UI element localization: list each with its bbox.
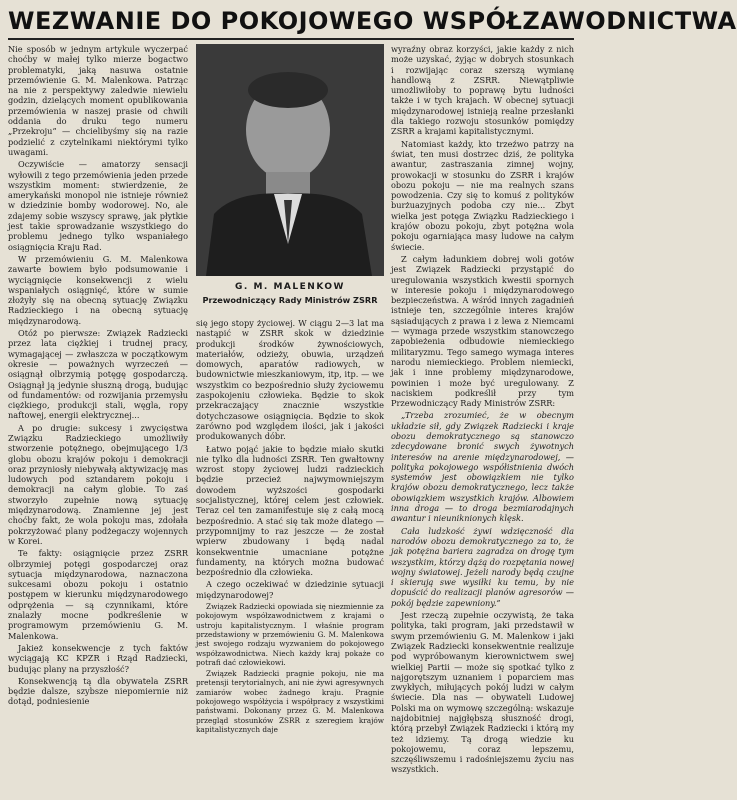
article-paragraph: Z całym ładunkiem dobrej woli gotów jest Związek Radziecki przystąpić do uregulowania wszystkich kwestii spornych w interesie pokoju i międzynarodowego bezpieczeństwa. A wśród innych zagadnień istnieje ten, szczególnie interes krajów sąsiadujących z prawa i z lewa z Niemcami — wymaga przede wszystkim stanowczego zapobieżenia odbudowie niemieckiego militaryzmu. Tego samego wymaga interes narodu niemieckiego. Problem niemiecki, jak i inne problemy międzynarodowe, powinien i może być uregulowany. Z naciskiem podkreślił przy tym Przewodniczący Rady Ministrów ZSRR: [391,253,574,409]
article-paragraph: W przemówieniu G. M. Malenkowa zawarte bowiem było podsumowanie i wyciągnięcie konsekwencji z wielu wspaniałych osiągnięć, które w sumie złożyły się na obecną sytuację Związku Radzieckiego i na obecną sytuację międzynarodową. [8,253,188,326]
article-paragraph: Jest rzeczą zupełnie oczywistą, że taka polityka, taki program, jaki przedstawił w swym przemówieniu G. M. Malenkow i jaki Związek Radziecki konsekwentnie realizuje pod wypróbowanym kierownictwem swej wielkiej Partii — może się spotkać tylko z najgorętszym uznaniem i poparciem mas zwykłych, miłujących pokój ludzi w całym świecie. Dla nas — obywateli Ludowej Polski ma on wymowę szczególną: wskazuje najdobitniej najgłębszą słuszność drogi, którą przebył Związek Radziecki i którą my też idziemy. Tą drogą wiedzie ku pokojowemu, coraz lepszemu, szczęśliwszemu i radośniejszemu życiu nas wszystkich. [391,610,574,775]
title-rule [8,38,574,40]
article-paragraph: Konsekwencją tą dla obywatela ZSRR będzie dalsze, szybsze niepomiernie niż dotąd, podniesienie [8,675,188,707]
article-paragraph: wyraźny obraz korzyści, jakie każdy z nich może uzyskać, żyjąc w dobrych stosunkach i rozwijając coraz szerszą wymianę handlową z ZSRR. Niewątpliwie umożliwiłoby to poprawę bytu ludności także i w tych krajach. W obecnej sytuacji międzynarodowej istnieją realne przesłanki dla takiego rozwoju stosunków pomiędzy ZSRR a krajami kapitalistycznymi. [391,44,574,137]
photo-caption-name: G. M. MALENKOW [235,282,345,292]
article-paragraph: A czego oczekiwać w dziedzinie sytuacji międzynarodowej? [196,579,384,600]
article-column-3 [391,44,574,794]
article-paragraph: Te fakty: osiągnięcie przez ZSRR olbrzymiej potęgi gospodarczej oraz sytuacja międzynarodowa, naznaczona sukcesami obozu pokoju i ostatnio postępem w kierunku międzynarodowego odprężenia — są czynnikami, które znalazły mocne podkreślenie w programowym przemówieniu G. M. Malenkowa. [8,548,188,641]
article-paragraph: Związek Radziecki opowiada się niezmiennie za pokojowym współzawodnictwem z krajami o ustroju kapitalistycznym. I właśnie program przedstawiony w przemówieniu G. M. Malenkowa jest swojego rodzaju wyzwaniem do pokojowego współzawodnictwa. Niech każdy kraj pokaże co potrafi dać człowiekowi. [196,602,384,667]
article-paragraph: Nie sposób w jednym artykule wyczerpać choćby w małej tylko mierze bogactwo problematyki, jaką nasuwa ostatnie przemówienie G. M. Malenkowa. Patrząc na nie z perspektywy zaledwie niewielu godzin, dzielących moment opublikowania przemówienia w naszej prasie od chwili oddania do druku tego numeru „Przekroju” — chcielibyśmy się na razie podzielić z czytelnikami niektórymi tylko uwagami. [8,44,188,157]
photo-caption-role: Przewodniczący Rady Ministrów ZSRR [202,295,378,305]
portrait-photo [196,44,384,276]
portrait-illustration [196,44,384,276]
quote-paragraph: „Trzeba zrozumieć, że w obecnym układzie sił, gdy Związek Radziecki i kraje obozu demokratycznego są stanowczo zdecydowane bronić swych żywotnych interesów na arenie międzynarodowej, — polityka pokojowego współistnienia dwóch systemów jest obowiązkiem nie tylko krajów obozu demokratycznego, lecz także obowiązkiem wszystkich krajów. Albowiem inna droga — to droga bezmiarodajnych awantur i nieuniknionych klęsk. [391,410,574,524]
article-paragraph: Natomiast każdy, kto trzeźwo patrzy na świat, ten musi dostrzec dziś, że polityka awantur, zastraszania zimnej wojny, prowokacji w stosunku do ZSRR i krajów obozu pokoju — nie ma realnych szans powodzenia. Czy się to komuś z polityków burżuazyjnych podoba czy nie... Zbyt wielka jest potęga Związku Radzieckiego i krajów obozu pokoju, zbyt potężna wola pokoju ogarniająca masy ludowe na całym świecie. [391,138,574,252]
article-paragraph: A po drugie: sukcesy i zwycięstwa Związku Radzieckiego umożliwiły stworzenie potężnego, obejmującego 1/3 globu obozu krajów pokoju i demokracji oraz przyniosły niebywałą aktywizację mas ludowych pod sztandarem pokoju i demokracji na całym globie. To zaś stworzyło zupełnie nową sytuację międzynarodową. Znamienne jej jest choćby fakt, że wola pokoju mas, zdołała pokrzyżować plany podżegaczy wojennych w Korei. [8,422,188,546]
article-paragraph: się jego stopy życiowej. W ciągu 2—3 lat ma nastąpić w ZSRR skok w dziedzinie produkcji środków żywnościowych, materiałów, odzieży, obuwia, urządzeń domowych, aparatów radiowych, w budownictwie mieszkaniowym, itp, itp. — we wszystkim co bezpośrednio służy życiowemu zaspokojeniu człowieka. Będzie to skok przekraczający znacznie wszystkie dotychczasowe osiągnięcia. Będzie to skok zarówno pod względem ilości, jak i jakości produkowanych dóbr. [196,318,384,442]
article-paragraph: Oczywiście — amatorzy sensacji wyłowili z tego przemówienia jeden przede wszystkim moment: stwierdzenie, że amerykański monopol nie istnieje również w dziedzinie bomby wodorowej. No, ale zdajemy sobie wszyscy sprawę, jak płytkie jest takie sprowadzanie wszystkiego do problemu jednego tylko wspaniałego osiągnięcia Kraju Rad. [8,159,188,252]
article-paragraph: Łatwo pojąć jakie to będzie miało skutki nie tylko dla ludności ZSRR. Ten gwałtowny wzrost stopy życiowej ludzi radzieckich będzie przecież najwymowniejszym dowodem wyższości gospodarki socjalistycznej, której celem jest człowiek. Teraz cel ten zamanifestuje się z całą mocą bezpośrednio. A stać się tak może dlatego — przypomnijmy to raz jeszcze — że został wpierw zbudowany i będą nadal konsekwentnie umacniane potężne fundamenty, na których można budować bezpośrednio dla człowieka. [196,443,384,578]
article-column-1 [8,44,188,794]
quote-paragraph: Cała ludzkość żywi wdzięczność dla narodów obozu demokratycznego za to, że jak potężna bariera zagradza on drogę tym wszystkim, którzy dążą do rozpętania nowej wojny światowej. Jeżeli narody będą czujne i skierują swe wysiłki ku temu, by nie dopuścić do realizacji planów agresorów — pokój będzie zapewniony.” [391,525,574,608]
article-paragraph: Jakież konsekwencje z tych faktów wyciągają KC KPZR i Rząd Radziecki, budując plany na przyszłość? [8,642,188,674]
article-column-2 [196,318,384,794]
article-paragraph: Otóż po pierwsze: Związek Radziecki przez lata ciężkiej i trudnej pracy, wymagającej — zwłaszcza w początkowym okresie — poważnych wyrzeczeń — osiągnął olbrzymią potęgę gospodarczą. Osiągnął ją jedynie słuszną drogą, budując od fundamentów: od rozwijania przemysłu ciężkiego, produkcji stali, węgla, ropy naftowej, energii elektrycznej... [8,328,188,421]
article-paragraph: Związek Radziecki pragnie pokoju, nie ma pretensji terytorialnych, ani nie żywi agresywnych zamiarów wobec żadnego kraju. Pragnie pokojowego współżycia i współpracy z wszystkimi państwami. Dokonany przez G. M. Malenkowa przegląd stosunków ZSRR z szeregiem krajów kapitalistycznych daje [196,669,384,734]
article-title: WEZWANIE DO POKOJOWEGO WSPÓŁZAWODNICTWA [8,7,737,35]
